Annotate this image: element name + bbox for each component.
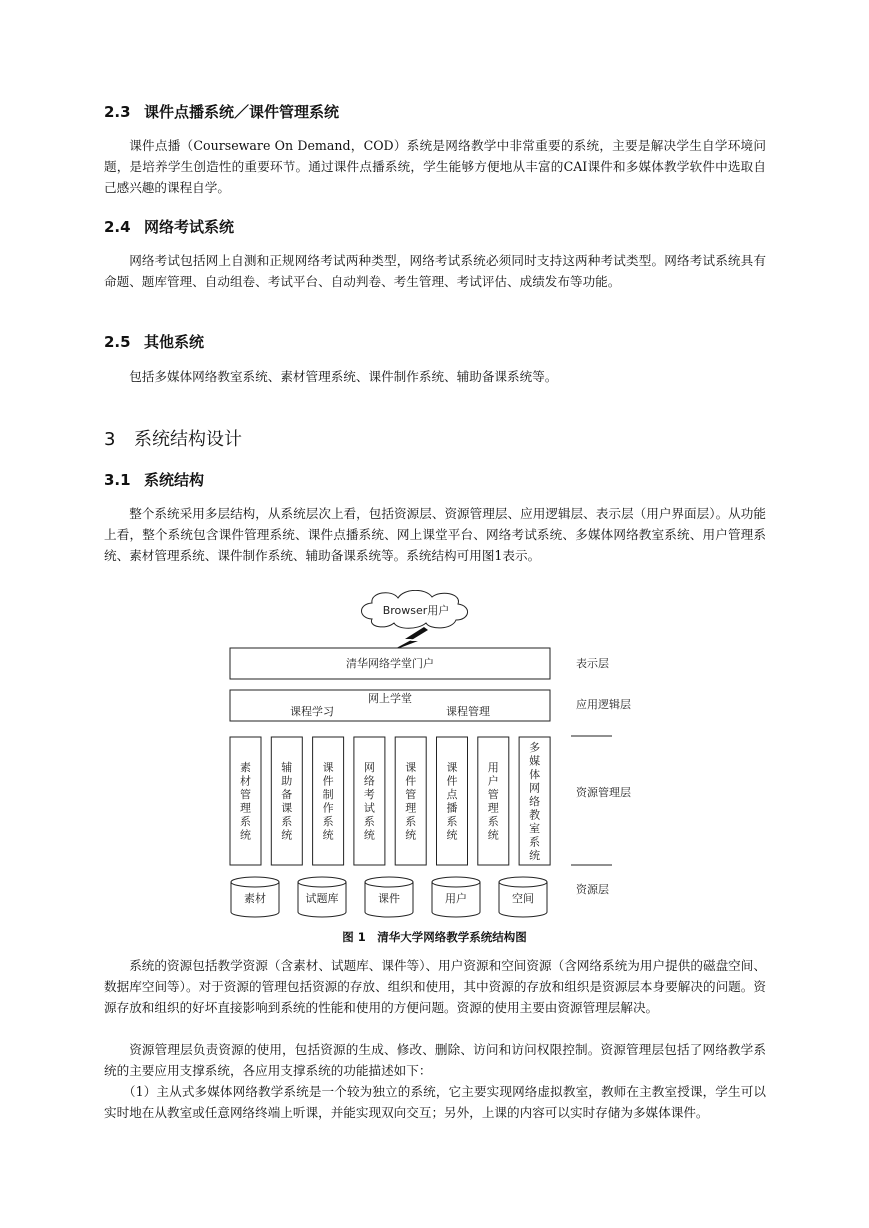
subsystem-label: 辅助备课系统 xyxy=(281,761,293,842)
browser-user-label: Browser用户 xyxy=(382,604,450,617)
section-heading-3 xyxy=(104,425,242,451)
section-heading-2-5 xyxy=(104,331,204,352)
section-number: 2.5 xyxy=(104,333,131,351)
subsystem-box xyxy=(519,737,550,865)
database-cylinder xyxy=(365,877,413,917)
section-number: 2.4 xyxy=(104,218,131,236)
database-label: 课件 xyxy=(378,892,400,905)
section-number: 2.3 xyxy=(104,103,131,121)
paragraph-2-3: 课件点播（Courseware On Demand，COD）系统是网络教学中非常重要的系统，主要是解决学生自学环境问题，是培养学生创造性的重要环节。通过课件点播系统，学生能够方便地从丰富的CAI课件和多媒体教学软件中选取自己感兴趣的课程自学。 xyxy=(104,138,766,195)
database-label: 空间 xyxy=(512,892,534,905)
section-heading-3-1 xyxy=(104,469,204,490)
section-number: 3 xyxy=(104,429,116,450)
database-cylinder xyxy=(231,877,279,917)
database-top xyxy=(231,877,279,887)
database-cylinder xyxy=(298,877,346,917)
layer-label-resource: 资源层 xyxy=(576,883,609,896)
database-label: 试题库 xyxy=(305,892,339,905)
subsystem-label: 用户管理系统 xyxy=(487,761,499,842)
subsystem-label: 课件管理系统 xyxy=(405,761,417,842)
section-heading-2-3 xyxy=(104,101,339,122)
database-cylinder xyxy=(499,877,547,917)
paragraph-item-1: （1）主从式多媒体网络教学系统是一个较为独立的系统，它主要实现网络虚拟教室，教师在主教室授课，学生可以实时地在从教室或任意网络终端上听课，并能实现双向交互；另外，上课的内容可以实时存储为多媒体课件。 xyxy=(104,1084,766,1120)
subsystem-label: 课件点播系统 xyxy=(446,761,458,842)
layer-label-app-logic: 应用逻辑层 xyxy=(576,698,631,711)
browser-user-cloud xyxy=(362,590,468,628)
app-logic-title: 网上学堂 xyxy=(368,692,412,705)
database-cylinder xyxy=(432,877,480,917)
database-top xyxy=(432,877,480,887)
portal-label: 清华网络学堂门户 xyxy=(346,657,434,670)
section-title: 系统结构 xyxy=(144,471,205,489)
subsystem-box xyxy=(271,737,302,865)
database-top xyxy=(365,877,413,887)
paragraph-resource-mgmt: 资源管理层负责资源的使用，包括资源的生成、修改、删除、访问和访问权限控制。资源管理层包括了网络教学系统的主要应用支撑系统，各应用支撑系统的功能描述如下： xyxy=(104,1042,766,1078)
paragraph-2-4: 网络考试包括网上自测和正规网络考试两种类型，网络考试系统必须同时支持这两种考试类型。网络考试系统具有命题、题库管理、自动组卷、考试平台、自动判卷、考生管理、考试评估、成绩发布等功能。 xyxy=(104,253,766,289)
section-title: 网络考试系统 xyxy=(144,218,235,236)
paragraph-2-5: 包括多媒体网络教室系统、素材管理系统、课件制作系统、辅助备课系统等。 xyxy=(129,369,558,384)
paragraph-3-1: 整个系统采用多层结构，从系统层次上看，包括资源层、资源管理层、应用逻辑层、表示层（用户界面层）。从功能上看，整个系统包含课件管理系统、课件点播系统、网上课堂平台、网络考试系统、多媒体网络教室系统、用户管理系统、素材管理系统、课件制作系统、辅助备课系统等。系统结构可用图1表示。 xyxy=(104,506,766,563)
section-title: 系统结构设计 xyxy=(134,429,242,450)
subsystem-box xyxy=(230,737,261,865)
subsystem-label: 课件制作系统 xyxy=(322,761,334,842)
figure-caption: 图 1 清华大学网络教学系统结构图 xyxy=(342,930,527,944)
app-logic-left: 课程学习 xyxy=(290,705,334,718)
subsystem-label: 多媒体网络教室系统 xyxy=(529,740,541,862)
section-heading-2-4 xyxy=(104,216,234,237)
subsystem-box xyxy=(354,737,385,865)
subsystem-group xyxy=(230,737,550,865)
database-top xyxy=(499,877,547,887)
database-label: 用户 xyxy=(445,892,467,905)
subsystem-box xyxy=(395,737,426,865)
architecture-diagram xyxy=(0,590,869,920)
section-title: 课件点播系统／课件管理系统 xyxy=(144,103,340,121)
layer-label-resource-mgmt: 资源管理层 xyxy=(576,786,631,799)
database-label: 素材 xyxy=(244,892,266,905)
database-group xyxy=(231,877,547,917)
section-title: 其他系统 xyxy=(144,333,205,351)
subsystem-box xyxy=(478,737,509,865)
paragraph-resources: 系统的资源包括教学资源（含素材、试题库、课件等）、用户资源和空间资源（含网络系统为用户提供的磁盘空间、数据库空间等）。对于资源的管理包括资源的存放、组织和使用，其中资源的存放和组织是资源层本身要解决的问题。资源存放和组织的好坏直接影响到系统的性能和使用的方便问题。资源的使用主要由资源管理层解决。 xyxy=(104,958,766,1015)
layer-label-presentation: 表示层 xyxy=(576,657,609,670)
subsystem-label: 素材管理系统 xyxy=(240,761,251,842)
section-number: 3.1 xyxy=(104,471,131,489)
subsystem-label: 网络考试系统 xyxy=(363,761,375,842)
app-logic-right: 课程管理 xyxy=(446,705,490,718)
database-top xyxy=(298,877,346,887)
subsystem-box xyxy=(313,737,344,865)
subsystem-box xyxy=(437,737,468,865)
